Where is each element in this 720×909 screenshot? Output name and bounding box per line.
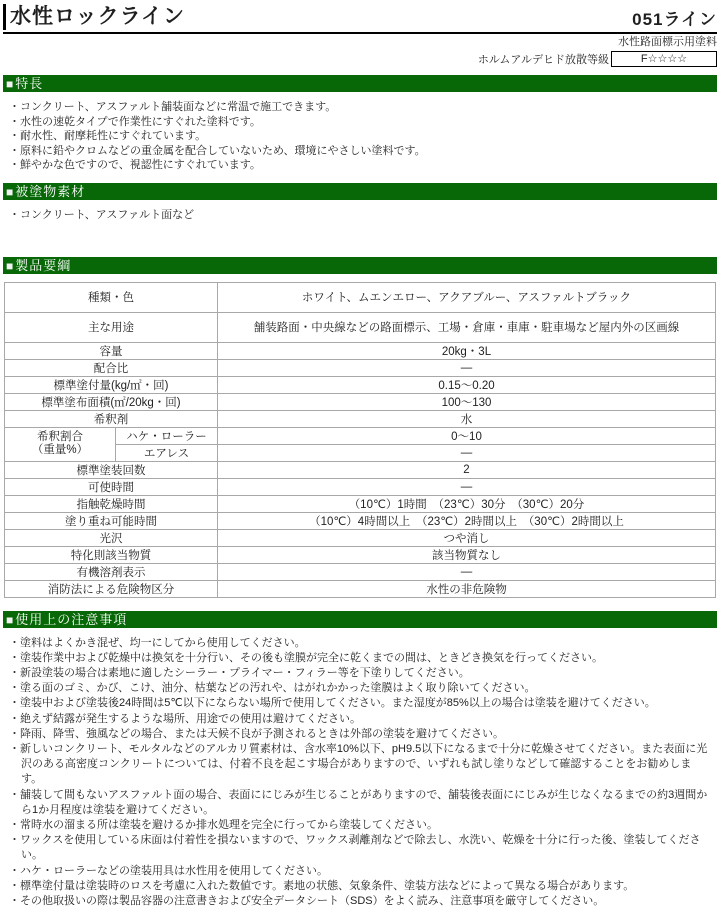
product-title-wrap bbox=[3, 4, 185, 30]
header bbox=[3, 4, 717, 34]
section-title: 特長 bbox=[15, 76, 44, 91]
product-title: 水性ロックライン bbox=[10, 5, 185, 28]
list-item: ・標準塗付量は塗装時のロスを考慮に入れた数値です。素地の状態、気象条件、塗装方法などによって異なる場合があります。 bbox=[9, 879, 635, 892]
spec-value: 該当物質なし bbox=[218, 546, 716, 563]
table-row bbox=[5, 478, 716, 495]
section-title: 製品要綱 bbox=[15, 257, 72, 273]
spec-table bbox=[4, 282, 716, 598]
table-row bbox=[5, 529, 716, 546]
spec-value: 2 bbox=[218, 461, 716, 478]
list-item: ・塗装中および塗装後24時間は5℃以下にならない場所で使用してください。また湿度が85%以上の場合は塗装を避けてください。 bbox=[9, 697, 656, 710]
section-header-precautions bbox=[3, 611, 717, 628]
section-header-substrates bbox=[3, 183, 717, 200]
spec-label: 指触乾燥時間 bbox=[5, 495, 218, 512]
spec-label: 容量 bbox=[5, 342, 218, 359]
spec-value: 舗装路面・中央線などの路面標示、工場・倉庫・車庫・駐車場など屋内外の区画線 bbox=[218, 312, 716, 342]
product-line-name: 051ライン bbox=[632, 10, 717, 29]
substrates-list bbox=[3, 200, 717, 233]
spec-value: つや消し bbox=[218, 529, 716, 546]
spec-label: （重量%） bbox=[31, 444, 89, 457]
list-item: ・塗る面のゴミ、かび、こけ、油分、枯葉などの汚れや、はがれかかった塗膜はよく取り除いてください。 bbox=[9, 682, 536, 695]
formaldehyde-row bbox=[3, 51, 717, 67]
spec-value: 水 bbox=[218, 410, 716, 427]
spec-value: 0～10 bbox=[218, 427, 716, 444]
spec-value: ― bbox=[218, 359, 716, 376]
spec-label: 配合比 bbox=[5, 359, 218, 376]
table-row bbox=[5, 410, 716, 427]
list-item: ・新しいコンクリート、モルタルなどのアルカリ質素材は、含水率10%以下、pH9.5以下になるまで十分に乾燥させてください。また表面に光沢のある高密度コンクリートについては、付着不良を起こす場合がありますので、いずれも試し塗りなどして確認することをお勧めします。 bbox=[9, 742, 708, 786]
spec-value: ― bbox=[218, 563, 716, 580]
spec-value: 20kg・3L bbox=[218, 342, 716, 359]
section-marker-icon: ■ bbox=[6, 77, 15, 91]
precautions-list bbox=[3, 628, 717, 909]
spec-sublabel: エアレス bbox=[116, 444, 218, 461]
spec-sublabel: ハケ・ローラー bbox=[116, 427, 218, 444]
table-row bbox=[5, 342, 716, 359]
spec-label: 特化則該当物質 bbox=[5, 546, 218, 563]
spec-label-group bbox=[5, 427, 116, 461]
section-title: 被塗物素材 bbox=[15, 183, 86, 199]
table-row bbox=[5, 427, 716, 444]
formaldehyde-rating-box: F☆☆☆☆ bbox=[611, 51, 717, 67]
list-item: ・新設塗装の場合は素地に適したシーラー・プライマー・フィラー等を下塗りしてください。 bbox=[9, 666, 470, 679]
spec-value: 水性の非危険物 bbox=[218, 580, 716, 597]
list-item: ・塗料はよくかき混ぜ、均一にしてから使用してください。 bbox=[9, 636, 306, 649]
list-item: ・原料に鉛やクロムなどの重金属を配合していないため、環境にやさしい塗料です。 bbox=[9, 144, 426, 157]
spec-value: ― bbox=[218, 444, 716, 461]
section-title: 使用上の注意事項 bbox=[15, 611, 128, 627]
table-row bbox=[5, 312, 716, 342]
product-subtitle: 水性路面標示用塗料 bbox=[618, 36, 717, 48]
table-row bbox=[5, 563, 716, 580]
section-header-features bbox=[3, 75, 717, 92]
list-item: ・常時水の溜まる所は塗装を避けるか排水処理を完全に行ってから塗装してください。 bbox=[9, 819, 438, 831]
spec-label: 光沢 bbox=[5, 529, 218, 546]
spec-label: 希釈剤 bbox=[5, 410, 218, 427]
spec-label: 希釈割合 bbox=[37, 431, 83, 444]
formaldehyde-label: ホルムアルデヒド放散等級 bbox=[477, 54, 609, 66]
spec-value: ホワイト、ムエンエロー、アクアブルー、アスファルトブラック bbox=[218, 282, 716, 312]
title-left-bar bbox=[3, 4, 6, 30]
spec-label: 標準塗付量(kg/㎡・回) bbox=[5, 376, 218, 393]
spec-value: （10℃）4時間以上 （23℃）2時間以上 （30℃）2時間以上 bbox=[218, 512, 716, 529]
table-row bbox=[5, 495, 716, 512]
spec-value: （10℃）1時間 （23℃）30分 （30℃）20分 bbox=[218, 495, 716, 512]
spec-label: 標準塗装回数 bbox=[5, 461, 218, 478]
list-item: ・鮮やかな色ですので、視認性にすぐれています。 bbox=[9, 159, 261, 172]
list-item: ・水性の速乾タイプで作業性にすぐれた塗料です。 bbox=[9, 115, 261, 128]
table-row bbox=[5, 376, 716, 393]
list-item: ・その他取扱いの際は製品容器の注意書きおよび安全データシート（SDS）をよく読み、注意事項を厳守してください。 bbox=[9, 895, 605, 908]
spec-label: 可使時間 bbox=[5, 478, 218, 495]
section-marker-icon: ■ bbox=[6, 184, 15, 199]
list-item: ・塗装作業中および乾燥中は換気を十分行い、その後も塗膜が完全に乾くまでの間は、ときどき換気を行ってください。 bbox=[9, 651, 603, 664]
spec-value: 100～130 bbox=[218, 393, 716, 410]
list-item: ・ワックスを使用している床面は付着性を損ないますので、ワックス剥離剤などで除去し、水洗い、乾燥を十分に行った後、塗装してください。 bbox=[9, 834, 701, 862]
list-item: ・舗装して間もないアスファルト面の場合、表面ににじみが生じることがありますので、舗装後表面ににじみが生じなくなるまでの約3週間から1か月程度は塗装を避けてください。 bbox=[9, 788, 708, 816]
list-item: ・コンクリート、アスファルト舗装面などに常温で施工できます。 bbox=[9, 101, 337, 113]
table-row bbox=[5, 282, 716, 312]
table-row bbox=[5, 580, 716, 597]
list-item: ・降雨、降雪、強風などの場合、または天候不良が予測されるときは外部の塗装を避けてください。 bbox=[9, 727, 504, 740]
spec-value: ― bbox=[218, 478, 716, 495]
section-marker-icon: ■ bbox=[6, 612, 15, 627]
spec-label: 有機溶剤表示 bbox=[5, 563, 218, 580]
list-item: ・絶えず結露が発生するような場所、用途での使用は避けてください。 bbox=[9, 712, 361, 725]
table-row bbox=[5, 546, 716, 563]
list-item: ・コンクリート、アスファルト面など bbox=[9, 208, 195, 221]
table-row bbox=[5, 393, 716, 410]
spec-label: 標準塗布面積(㎡/20kg・回) bbox=[5, 393, 218, 410]
section-marker-icon: ■ bbox=[6, 258, 15, 273]
spec-value: 0.15～0.20 bbox=[218, 376, 716, 393]
list-item: ・ハケ・ローラーなどの塗装用具は水性用を使用してください。 bbox=[9, 864, 328, 877]
section-header-specs bbox=[3, 257, 717, 274]
spec-label: 消防法による危険物区分 bbox=[5, 580, 218, 597]
table-row bbox=[5, 512, 716, 529]
table-row bbox=[5, 461, 716, 478]
table-row bbox=[5, 359, 716, 376]
list-item: ・耐水性、耐摩耗性にすぐれています。 bbox=[9, 130, 207, 143]
features-list bbox=[3, 92, 717, 183]
spec-label: 種類・色 bbox=[5, 282, 218, 312]
spec-label: 塗り重ね可能時間 bbox=[5, 512, 218, 529]
spec-label: 主な用途 bbox=[5, 312, 218, 342]
